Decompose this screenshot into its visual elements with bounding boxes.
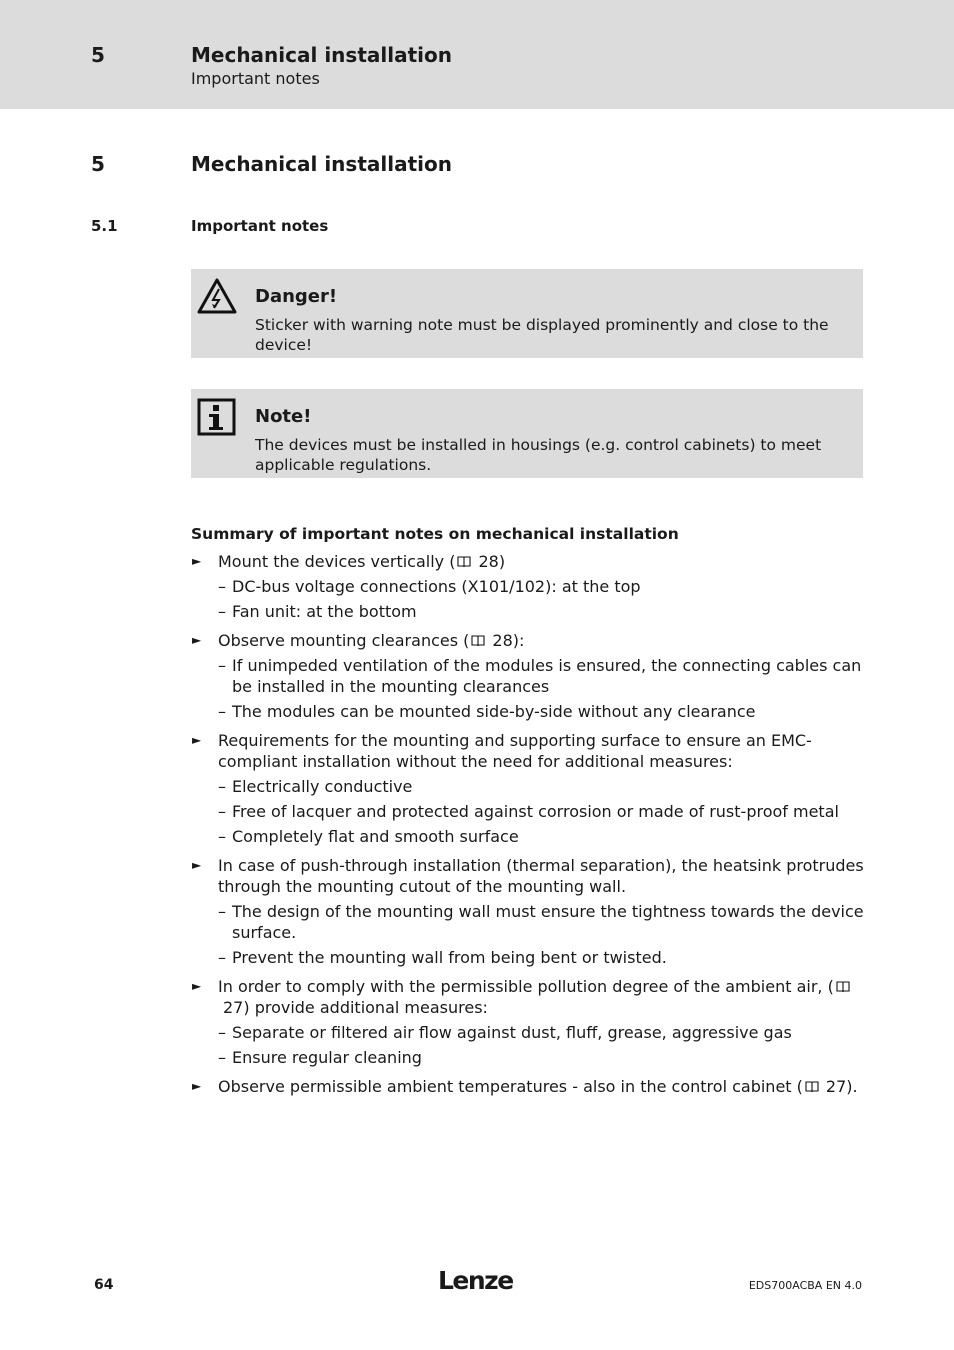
danger-notice: [191, 269, 863, 358]
bullet-arrow: ►: [192, 858, 202, 872]
list-item: [191, 1076, 866, 1097]
list-item: [191, 630, 866, 722]
sub-list-item: – The modules can be mounted side-by-side without any clearance: [218, 702, 756, 721]
note-notice: [191, 389, 863, 478]
list-item: [191, 855, 866, 968]
page-reference: 28: [492, 631, 513, 650]
bullet-arrow: ►: [192, 633, 202, 647]
sub-list-item: – Completely flat and smooth surface: [218, 827, 519, 846]
sub-list-item: – If unimpeded ventilation of the modules is ensured, the connecting cables can be installed in the mounting clearances: [218, 656, 862, 696]
list-item-text: Observe mounting clearances ( 28):: [218, 631, 525, 650]
sub-list-item: – Ensure regular cleaning: [218, 1048, 422, 1067]
page-reference: 27: [223, 998, 244, 1017]
list-item-text: In order to comply with the permissible pollution degree of the ambient air, (27) provide additional measures:: [218, 976, 866, 1018]
running-header: [0, 0, 954, 109]
header-chapter-number: 5: [91, 43, 105, 67]
list-item: [191, 551, 866, 622]
page-reference: 27: [825, 1077, 847, 1096]
list-item-text: Mount the devices vertically ( 28): [218, 552, 506, 571]
document-id: EDS700ACBA EN 4.0: [748, 1279, 862, 1292]
note-text: The devices must be installed in housings (e.g. control cabinets) to meet applicable regulations.: [255, 436, 822, 474]
section-title: Mechanical installation: [191, 152, 452, 176]
section-number: 5: [91, 152, 105, 176]
sub-list-item: – The design of the mounting wall must ensure the tightness towards the device surface.: [218, 902, 864, 942]
sub-list-item: – Electrically conductive: [218, 777, 413, 796]
sub-list-item: – Prevent the mounting wall from being bent or twisted.: [218, 948, 667, 967]
list-item-text: In case of push-through installation (thermal separation), the heatsink protrudes through the mounting cutout of the mounting wall.: [218, 856, 864, 896]
manual-reference-icon: [803, 1077, 821, 1096]
sub-list-item: – Separate or filtered air flow against dust, fluff, grease, aggressive gas: [218, 1023, 792, 1042]
manual-reference-icon: [834, 977, 852, 996]
header-subtitle: Important notes: [191, 69, 320, 88]
summary-heading: Summary of important notes on mechanical installation: [191, 525, 679, 543]
bullet-arrow: ►: [192, 979, 202, 993]
bullet-arrow: ►: [192, 1079, 202, 1093]
header-chapter-title: Mechanical installation: [191, 43, 452, 67]
danger-title: Danger!: [255, 286, 338, 307]
sub-list-item: – DC-bus voltage connections (X101/102): at the top: [218, 577, 641, 596]
info-icon: [196, 397, 238, 437]
high-voltage-warning-icon: [196, 277, 238, 317]
list-item-text: Requirements for the mounting and supporting surface to ensure an EMC-compliant installation without the need for additional measures:: [218, 731, 812, 771]
subsection-title: Important notes: [191, 217, 329, 235]
sub-list-item: – Free of lacquer and protected against corrosion or made of rust-proof metal: [218, 802, 839, 821]
manual-reference-icon: [469, 631, 487, 650]
list-item: [191, 976, 866, 1068]
list-item-text: Observe permissible ambient temperatures - also in the control cabinet ( 27).: [218, 1077, 858, 1096]
page-reference: 28: [478, 552, 499, 571]
note-title: Note!: [255, 406, 312, 427]
sub-list-item: – Fan unit: at the bottom: [218, 602, 417, 621]
lenze-logo: Lenze: [438, 1266, 513, 1295]
bullet-arrow: ►: [192, 554, 202, 568]
subsection-number: 5.1: [91, 217, 118, 235]
manual-reference-icon: [455, 552, 473, 571]
bullet-arrow: ►: [192, 733, 202, 747]
page-number: 64: [94, 1277, 114, 1293]
summary-list: [191, 551, 866, 1105]
list-item: [191, 730, 866, 847]
danger-text: Sticker with warning note must be displayed prominently and close to the device!: [255, 316, 829, 354]
